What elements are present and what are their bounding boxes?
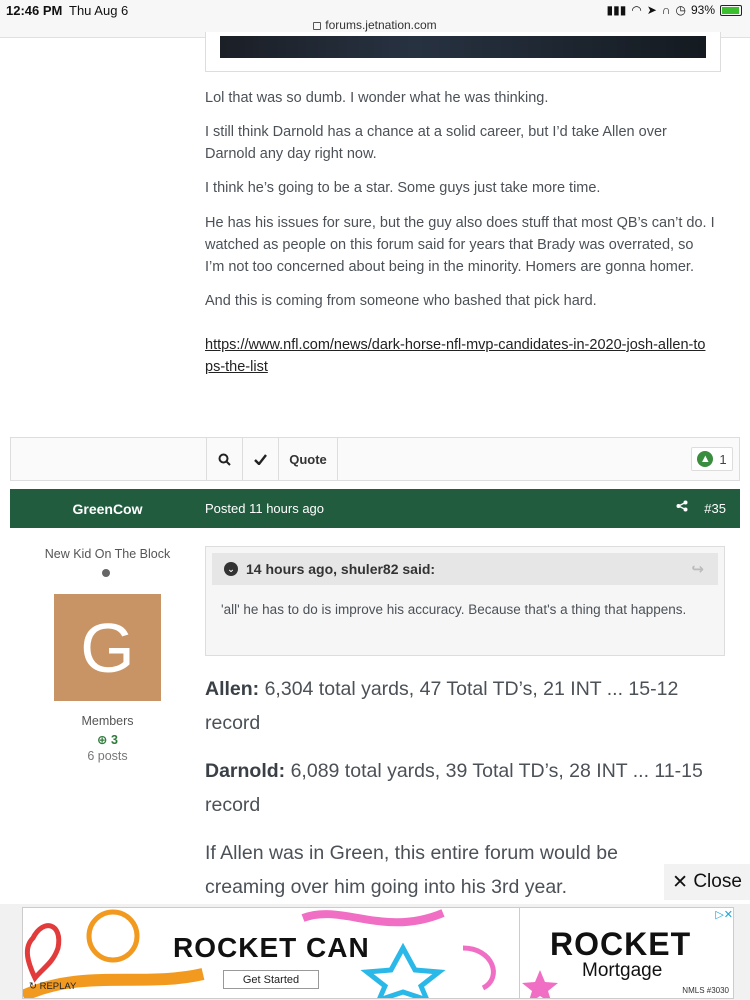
post-paragraph: And this is coming from someone who bashed that pick hard. bbox=[205, 293, 597, 309]
post-number[interactable]: #35 bbox=[704, 501, 726, 516]
signal-icon: ▮▮▮ bbox=[606, 3, 627, 17]
rocket-mortgage-ad[interactable] bbox=[519, 908, 734, 999]
nmls-number: NMLS #3030 bbox=[682, 986, 729, 995]
ad-creative[interactable] bbox=[22, 907, 734, 999]
replay-button[interactable] bbox=[29, 981, 76, 992]
reputation-value: 3 bbox=[111, 733, 118, 747]
share-icon[interactable] bbox=[676, 500, 688, 515]
author-post-count: 6 posts bbox=[87, 749, 128, 763]
author-name[interactable]: GreenCow bbox=[72, 501, 143, 517]
url-text: forums.jetnation.com bbox=[325, 18, 437, 32]
headphones-icon: ∩ bbox=[661, 3, 671, 17]
quote-button[interactable]: Quote bbox=[278, 438, 338, 480]
check-icon bbox=[254, 454, 267, 465]
share-arrow-icon[interactable]: ↪ bbox=[691, 561, 704, 578]
star-doodle bbox=[520, 966, 580, 999]
close-icon: ✕ bbox=[672, 871, 694, 893]
avatar[interactable]: G bbox=[54, 594, 161, 701]
close-ad-button[interactable] bbox=[664, 864, 750, 900]
quote-block bbox=[205, 546, 725, 656]
get-started-button[interactable]: Get Started bbox=[223, 970, 319, 989]
post-closing: If Allen was in Green, this entire forum would be creaming over him going into his 3rd year. bbox=[205, 842, 618, 898]
stat-text: 6,304 total yards, 47 Total TD’s, 21 INT ... 15-12 record bbox=[205, 678, 679, 734]
battery-percent: 93% bbox=[690, 3, 715, 17]
quote-citation[interactable] bbox=[212, 553, 718, 585]
post-paragraph: He has his issues for sure, but the guy also does stuff that most QB’s can’t do. I watched as people on this forum said for years that Brady was overrated, so I’m not too concerned about being in the minority. Homers are gonna homer. bbox=[205, 215, 715, 275]
online-status-indicator bbox=[102, 569, 110, 577]
author-rank: New Kid On The Block bbox=[44, 547, 171, 561]
battery-icon bbox=[720, 5, 742, 16]
status-bar bbox=[0, 0, 750, 32]
embedded-image[interactable] bbox=[220, 36, 706, 58]
wifi-icon: ◠ bbox=[631, 3, 642, 17]
author-group: Members bbox=[81, 714, 134, 728]
plus-icon: ⊕ bbox=[97, 733, 111, 747]
reputation-button[interactable] bbox=[691, 447, 733, 471]
close-label: Close bbox=[693, 871, 742, 892]
post-paragraph: I still think Darnold has a chance at a solid career, but I’d take Allen over Darnold any day right now. bbox=[205, 124, 667, 162]
author-reputation bbox=[10, 732, 205, 747]
embedded-media[interactable] bbox=[205, 32, 721, 72]
stat-line-darnold bbox=[205, 754, 725, 822]
upvote-icon: ▲ bbox=[697, 451, 713, 467]
stat-label: Darnold: bbox=[205, 760, 286, 782]
rocket-can-title: ROCKET CAN bbox=[173, 932, 370, 963]
chevron-down-icon[interactable]: ⌄ bbox=[224, 562, 238, 576]
replay-icon: ↻ bbox=[29, 981, 40, 992]
status-icons bbox=[607, 3, 743, 17]
stat-line-allen bbox=[205, 672, 725, 740]
ad-banner bbox=[0, 904, 750, 1000]
address-bar[interactable] bbox=[0, 18, 750, 32]
search-button[interactable] bbox=[206, 438, 242, 480]
date: Thu Aug 6 bbox=[69, 3, 129, 18]
post-paragraph: I think he’s going to be a star. Some guys just take more time. bbox=[205, 180, 601, 196]
rocket-mortgage-title: ROCKET bbox=[550, 926, 692, 962]
lock-icon bbox=[313, 22, 321, 30]
stat-label: Allen: bbox=[205, 678, 260, 700]
rocket-mortgage-subtitle: Mortgage bbox=[582, 960, 663, 981]
post-timestamp[interactable]: Posted 11 hours ago bbox=[205, 501, 325, 516]
rocket-can-ad[interactable] bbox=[23, 908, 519, 999]
search-icon bbox=[218, 453, 231, 466]
reputation-count: 1 bbox=[719, 451, 727, 467]
post-toolbar bbox=[10, 437, 740, 481]
adchoices-icon[interactable]: ▷✕ bbox=[715, 909, 733, 921]
quote-body: 'all' he has to do is improve his accuracy. Because that's a thing that happens. bbox=[221, 602, 687, 617]
replay-label: REPLAY bbox=[39, 981, 77, 992]
article-link[interactable]: https://www.nfl.com/news/dark-horse-nfl-mvp-candidates-in-2020-josh-allen-tops-the-list bbox=[205, 337, 706, 375]
clock: 12:46 PM bbox=[6, 3, 63, 18]
stat-text: 6,089 total yards, 39 Total TD’s, 28 INT ... 11-15 record bbox=[205, 760, 703, 816]
alarm-icon: ◷ bbox=[675, 3, 686, 17]
location-icon: ➤ bbox=[646, 3, 657, 17]
post-paragraph: Lol that was so dumb. I wonder what he was thinking. bbox=[205, 90, 549, 106]
check-button[interactable] bbox=[242, 438, 278, 480]
post-header bbox=[10, 489, 740, 528]
quote-citation-text: 14 hours ago, shuler82 said: bbox=[246, 561, 436, 577]
